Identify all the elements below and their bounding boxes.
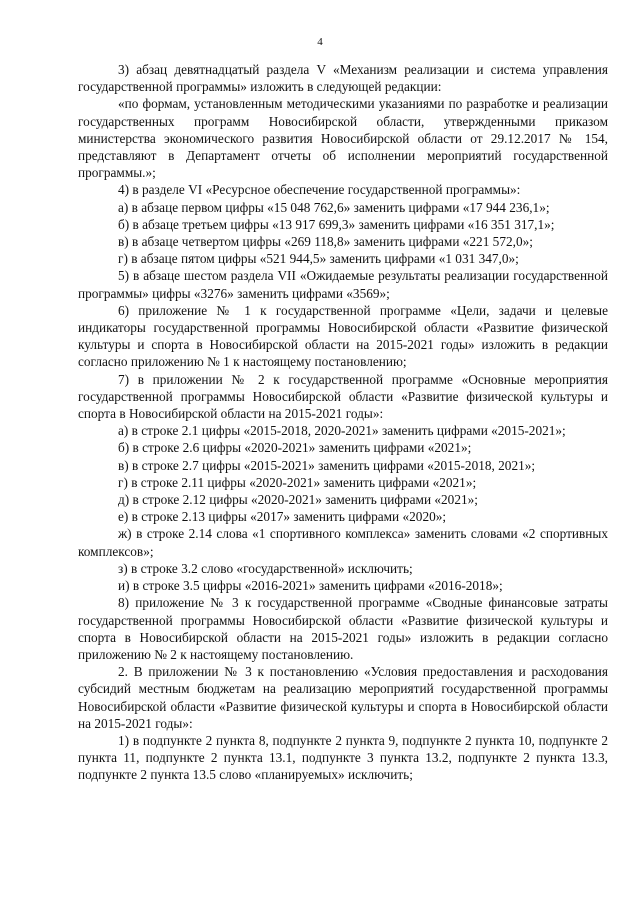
paragraph: а) в абзаце первом цифры «15 048 762,6» заменить цифрами «17 944 236,1»;	[118, 199, 550, 215]
paragraph: 8) приложение № 3 к государственной программе «Сводные финансовые затраты государственной программы Новосибирской области «Развитие физической культуры и спорта в Новосибирской области на 2015-2021 годы» изложить в редакции согласно приложению № 2 к настоящему постановлению.	[78, 595, 608, 662]
paragraph: ж) в строке 2.14 слова «1 спортивного комплекса» заменить словами «2 спортивных комплексов»;	[78, 526, 608, 559]
paragraph: г) в строке 2.11 цифры «2020-2021» заменить цифрами «2021»;	[118, 474, 477, 490]
paragraph: 6) приложение № 1 к государственной программе «Цели, задачи и целевые индикаторы государственной программы Новосибирской области «Развитие физической культуры и спорта в Новосибирской области на 2015-2021 годы» изложить в редакции согласно приложению № 1 к настоящему постановлению;	[78, 302, 608, 370]
paragraph: в) в абзаце четвертом цифры «269 118,8» заменить цифрами «221 572,0»;	[118, 234, 533, 250]
paragraph: д) в строке 2.12 цифры «2020-2021» заменить цифрами «2021»;	[118, 492, 478, 508]
document-body	[78, 61, 608, 784]
paragraph: б) в абзаце третьем цифры «13 917 699,3» заменить цифрами «16 351 317,1»;	[118, 216, 555, 232]
paragraph: з) в строке 3.2 слово «государственной» исключить;	[118, 560, 413, 576]
paragraph: 5) в абзаце шестом раздела VII «Ожидаемые результаты реализации государственной программы» цифры «3276» заменить цифрами «3569»;	[78, 268, 608, 301]
paragraph: и) в строке 3.5 цифры «2016-2021» заменить цифрами «2016-2018»;	[118, 578, 503, 594]
paragraph: 7) в приложении № 2 к государственной программе «Основные мероприятия государственной программы Новосибирской области «Развитие физической культуры и спорта в Новосибирской области на 2015-2021 годы»:	[78, 371, 608, 422]
paragraph: 3) абзац девятнадцатый раздела V «Механизм реализации и система управления государственной программы» изложить в следующей редакции:	[78, 62, 608, 95]
paragraph: 1) в подпункте 2 пункта 8, подпункте 2 пункта 9, подпункте 2 пункта 10, подпункте 2 пункта 11, подпункте 2 пункта 13.1, подпункте 3 пункта 13.2, подпункте 2 пункта 13.3, подпункте 2 пункта 13.5 слово «планируемых» исключить;	[78, 732, 608, 783]
paragraph: в) в строке 2.7 цифры «2015-2021» заменить цифрами «2015-2018, 2021»;	[118, 457, 536, 473]
paragraph: б) в строке 2.6 цифры «2020-2021» заменить цифрами «2021»;	[118, 440, 472, 456]
paragraph: «по формам, установленным методическими указаниями по разработке и реализации государственных программ Новосибирской области, утвержденными приказом министерства экономического развития Новосибирской области от 29.12.2017 № 154, представляют в Департамент отчеты об исполнении мероприятий государственной программы.»;	[78, 96, 608, 181]
paragraph: г) в абзаце пятом цифры «521 944,5» заменить цифрами «1 031 347,0»;	[118, 251, 519, 267]
paragraph: 2. В приложении № 3 к постановлению «Условия предоставления и расходования субсидий местным бюджетам на реализацию мероприятий государственной программы Новосибирской области «Развитие физической культуры и спорта в Новосибирской области на 2015-2021 годы»:	[78, 664, 608, 731]
page-number: 4	[317, 36, 323, 48]
paragraph: а) в строке 2.1 цифры «2015-2018, 2020-2021» заменить цифрами «2015-2021»;	[118, 423, 566, 439]
paragraph: е) в строке 2.13 цифры «2017» заменить цифрами «2020»;	[118, 509, 447, 525]
paragraph: 4) в разделе VI «Ресурсное обеспечение государственной программы»:	[118, 182, 521, 198]
